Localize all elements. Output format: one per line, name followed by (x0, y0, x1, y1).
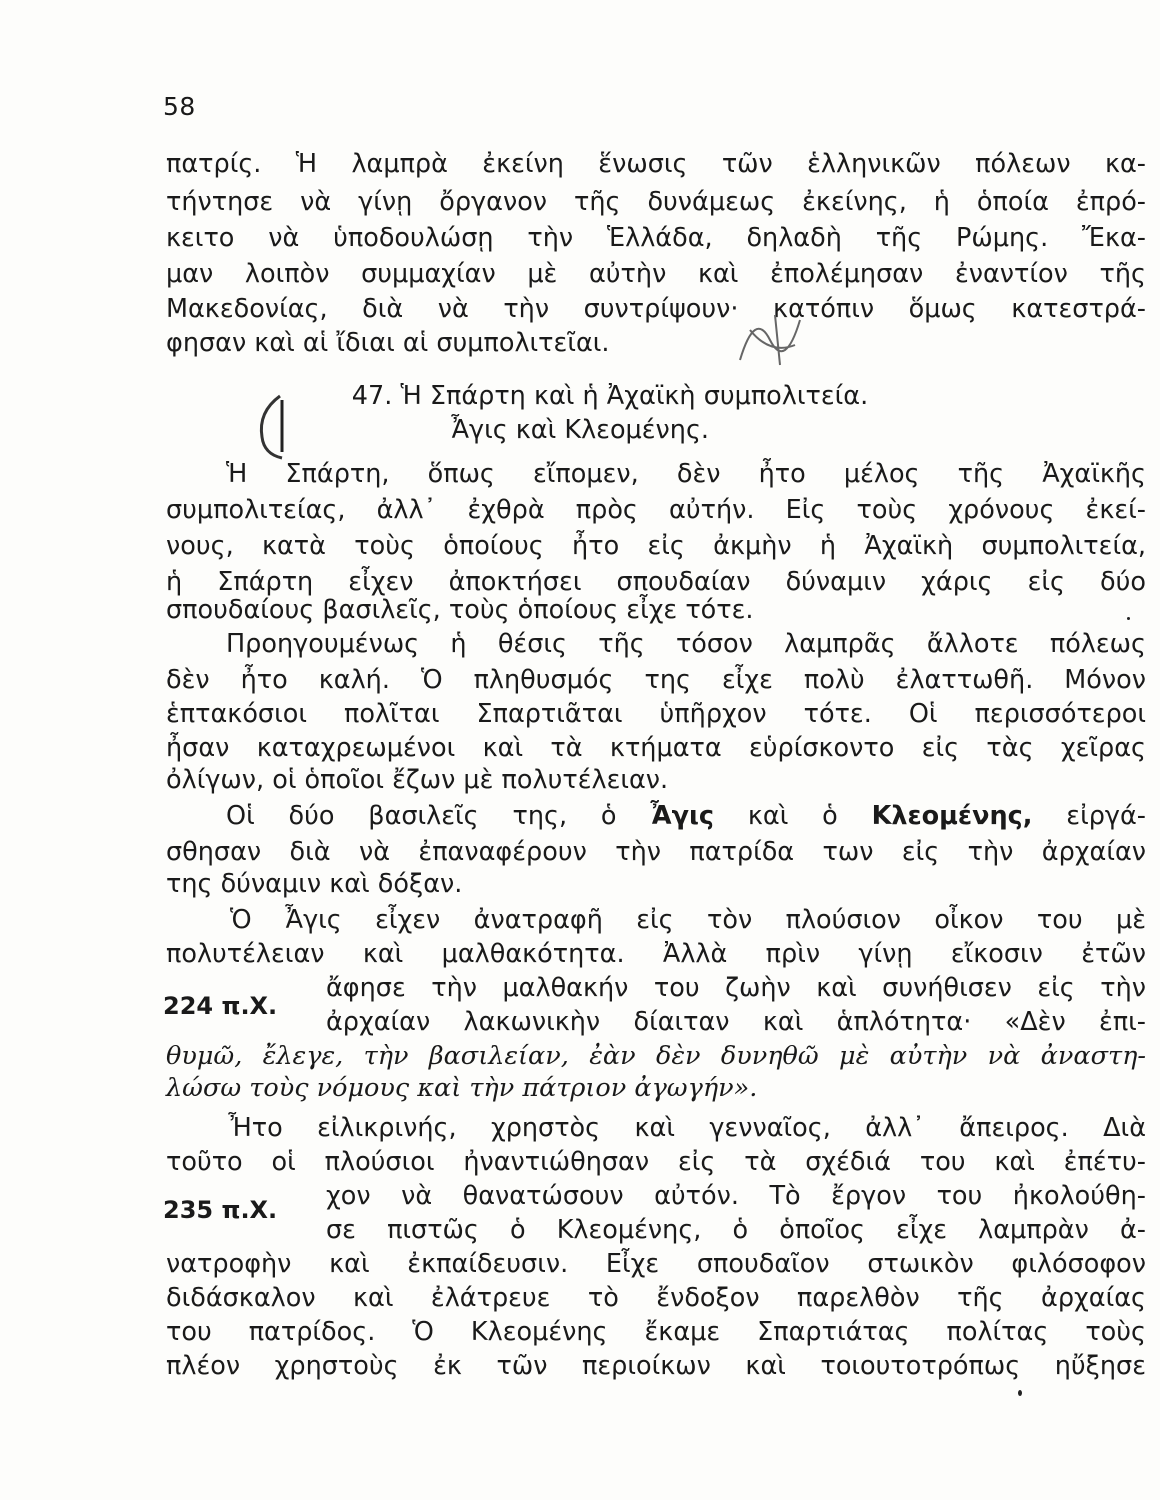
page-number: 58 (163, 92, 196, 121)
text-line: Μακεδονίας, διὰ νὰ τὴν συντρίψουν· κατόπιν ὅμως κατεστρά- (166, 294, 1146, 324)
text-line: κειτο νὰ ὑποδουλώσῃ τὴν Ἑλλάδα, δηλαδὴ τῆς Ρώμης. Ἔκα- (166, 223, 1146, 253)
pencil-scribble-mark (730, 300, 810, 380)
text-line: λώσω τοὺς νόμους καὶ τὴν πάτριον ἀγωγήν». (166, 1073, 758, 1103)
section-title: 47. Ἡ Σπάρτη καὶ ἡ Ἀχαϊκὴ συμπολιτεία. (351, 381, 869, 411)
text-line: δὲν ἦτο καλή. Ὁ πληθυσμός της εἶχε πολὺ ἐλαττωθῆ. Μόνον (166, 665, 1146, 695)
scan-speck (1018, 1390, 1022, 1396)
scan-speck (1127, 617, 1130, 620)
text-line: πολυτέλειαν καὶ μαλθακότητα. Ἀλλὰ πρὶν γίνῃ εἴκοσιν ἐτῶν (166, 939, 1146, 969)
text-line: νατροφὴν καὶ ἐκπαίδευσιν. Εἶχε σπουδαῖον στωικὸν φιλόσοφον (166, 1249, 1146, 1279)
text-line: πατρίς. Ἡ λαμπρὰ ἐκείνη ἕνωσις τῶν ἑλληνικῶν πόλεων κα- (166, 149, 1146, 179)
margin-date: 224 π.Χ. (163, 992, 278, 1020)
text-line: σπουδαίους βασιλεῖς, τοὺς ὁποίους εἶχε τότε. (166, 595, 754, 625)
text-line: χον νὰ θανατώσουν αὐτόν. Τὸ ἔργον του ἠκολούθη- (326, 1181, 1146, 1211)
section-subtitle: Ἆγις καὶ Κλεομένης. (450, 415, 710, 445)
text-line: πλέον χρηστοὺς ἐκ τῶν περιοίκων καὶ τοιουτοτρόπως ηὔξησε (166, 1351, 1146, 1381)
text-line: Ὁ Ἆγις εἶχεν ἀνατραφῆ εἰς τὸν πλούσιον οἶκον του μὲ (230, 905, 1146, 935)
text-line: ἦσαν καταχρεωμένοι καὶ τὰ κτήματα εὑρίσκοντο εἰς τὰς χεῖρας (166, 733, 1146, 763)
text-line: ὀλίγων, οἱ ὁποῖοι ἔζων μὲ πολυτέλειαν. (166, 765, 669, 795)
text-line: σε πιστῶς ὁ Κλεομένης, ὁ ὁποῖος εἶχε λαμπρὰν ἀ- (326, 1215, 1146, 1245)
text-line: ἀρχαίαν λακωνικὴν δίαιταν καὶ ἁπλότητα· «Δὲν ἐπι- (326, 1007, 1146, 1037)
text-line: νους, κατὰ τοὺς ὁποίους ἦτο εἰς ἀκμὴν ἡ Ἀχαϊκὴ συμπολιτεία, (166, 531, 1146, 561)
text-line: μαν λοιπὸν συμμαχίαν μὲ αὐτὴν καὶ ἐπολέμησαν ἐναντίον τῆς (166, 259, 1146, 289)
text-line: θυμῶ, ἔλεγε, τὴν βασιλείαν, ἐὰν δὲν δυνηθῶ μὲ αὐτὴν νὰ ἀναστη- (166, 1041, 1146, 1071)
text-line: του πατρίδος. Ὁ Κλεομένης ἔκαμε Σπαρτιάτας πολίτας τοὺς (166, 1317, 1146, 1347)
text-line: Ἦτο εἰλικρινής, χρηστὸς καὶ γενναῖος, ἀλλ᾿ ἄπειρος. Διὰ (228, 1113, 1146, 1143)
text-line: διδάσκαλον καὶ ἐλάτρευε τὸ ἔνδοξον παρελθὸν τῆς ἀρχαίας (166, 1283, 1146, 1313)
text-line: ἑπτακόσιοι πολῖται Σπαρτιᾶται ὑπῆρχον τότε. Οἱ περισσότεροι (166, 699, 1146, 729)
text-line: φησαν καὶ αἱ ἴδιαι αἱ συμπολιτεῖαι. (166, 328, 610, 358)
text-line: ἄφησε τὴν μαλθακήν του ζωὴν καὶ συνήθισεν εἰς τὴν (326, 973, 1146, 1003)
name-agis: Ἆγις (650, 801, 715, 831)
text-line: τήντησε νὰ γίνῃ ὄργανον τῆς δυνάμεως ἐκείνης, ἡ ὁποία ἐπρό- (166, 187, 1146, 217)
text-line: ἡ Σπάρτη εἶχεν ἀποκτήσει σπουδαίαν δύναμιν χάρις εἰς δύο (166, 567, 1146, 597)
text-line: Ἡ Σπάρτη, ὅπως εἴπομεν, δὲν ἦτο μέλος τῆς Ἀχαϊκῆς (226, 459, 1146, 489)
text-line: της δύναμιν καὶ δόξαν. (166, 869, 463, 899)
text-line: Προηγουμένως ἡ θέσις τῆς τόσον λαμπρᾶς ἄλλοτε πόλεως (226, 629, 1146, 659)
text-line: σθησαν διὰ νὰ ἐπαναφέρουν τὴν πατρίδα των εἰς τὴν ἀρχαίαν (166, 837, 1146, 867)
text-line: Οἱ δύο βασιλεῖς της, ὁ Ἆγις καὶ ὁ Κλεομένης, εἰργά- (226, 801, 1146, 831)
text-line: τοῦτο οἱ πλούσιοι ἠναντιώθησαν εἰς τὰ σχέδιά του καὶ ἐπέτυ- (166, 1147, 1146, 1177)
margin-date: 235 π.Χ. (163, 1196, 278, 1224)
text-line: συμπολιτείας, ἀλλ᾿ ἐχθρὰ πρὸς αὐτήν. Εἰς τοὺς χρόνους ἐκεί- (166, 495, 1146, 525)
name-kleomenis: Κλεομένης, (871, 801, 1033, 831)
